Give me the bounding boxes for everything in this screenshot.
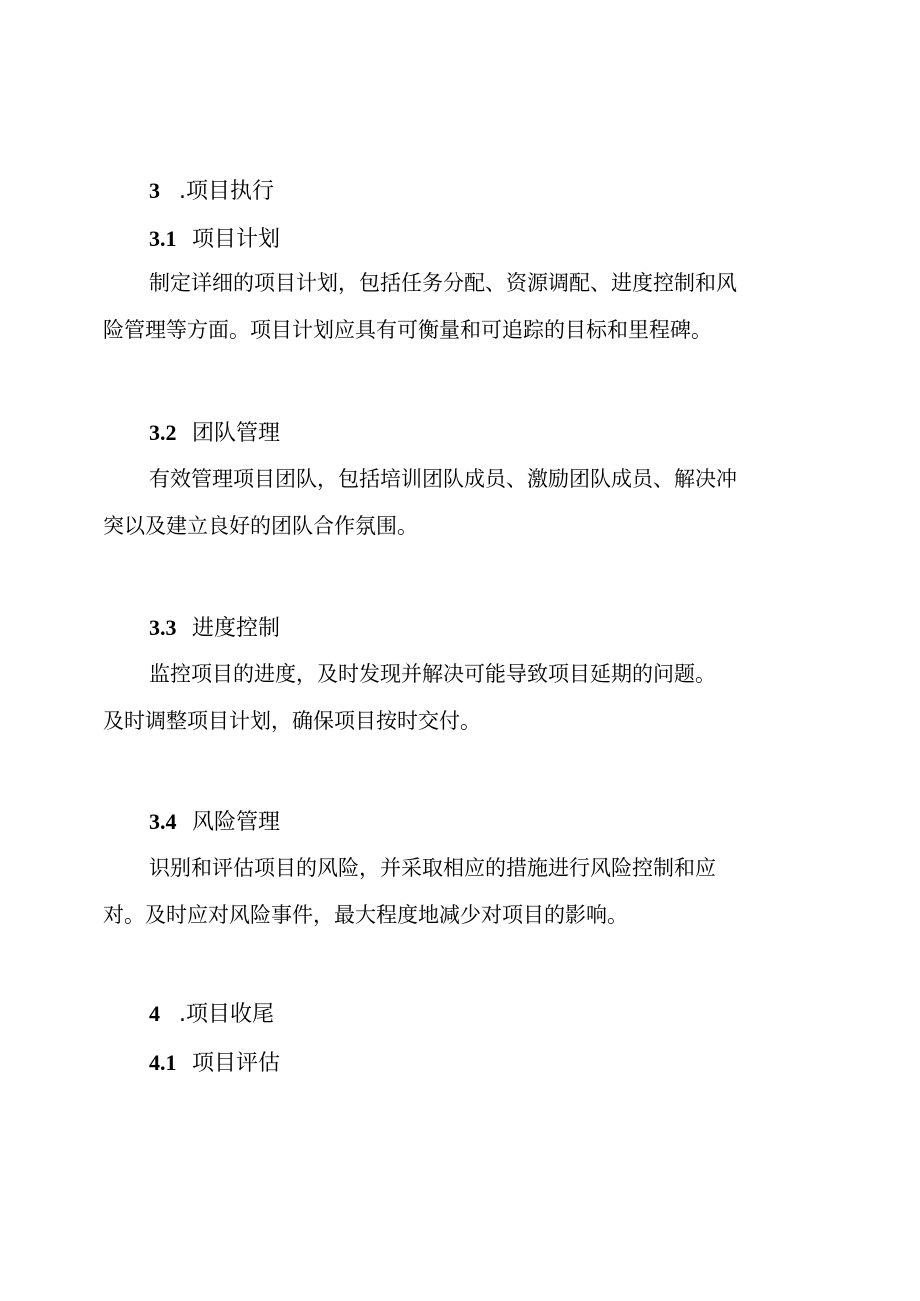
- paragraph-line: 对。及时应对风险事件，最大程度地减少对项目的影响。: [103, 903, 628, 927]
- section-number: 4: [149, 1001, 160, 1026]
- subsection-title: 进度控制: [192, 616, 281, 641]
- subsection-heading-4-1: [149, 1048, 280, 1079]
- paragraph-line: 有效管理项目团队，包括培训团队成员、激励团队成员、解决冲: [149, 467, 737, 491]
- section-number: 3: [149, 178, 160, 203]
- subsection-heading-3-3: [149, 613, 280, 644]
- paragraph-line: 突以及建立良好的团队合作氛围。: [103, 514, 418, 538]
- section-title: .项目执行: [179, 179, 274, 204]
- subsection-title: 项目评估: [192, 1051, 281, 1076]
- paragraph-line: 识别和评估项目的风险，并采取相应的措施进行风险控制和应: [149, 856, 716, 880]
- section-heading-3: [149, 176, 274, 207]
- subsection-title: 风险管理: [192, 810, 281, 835]
- subsection-number: 3.4: [149, 809, 177, 834]
- subsection-number: 4.1: [149, 1050, 177, 1075]
- subsection-title: 项目计划: [192, 227, 281, 252]
- subsection-number: 3.1: [149, 226, 177, 251]
- paragraph-line: 及时调整项目计划，确保项目按时交付。: [103, 709, 481, 733]
- subsection-number: 3.2: [149, 420, 177, 445]
- section-title: .项目收尾: [179, 1002, 274, 1027]
- paragraph-line: 制定详细的项目计划，包括任务分配、资源调配、进度控制和风: [149, 271, 737, 295]
- subsection-heading-3-4: [149, 807, 280, 838]
- paragraph-line: 监控项目的进度，及时发现并解决可能导致项目延期的问题。: [149, 662, 716, 686]
- paragraph-line: 险管理等方面。项目计划应具有可衡量和可追踪的目标和里程碑。: [103, 318, 712, 342]
- subsection-title: 团队管理: [192, 421, 281, 446]
- section-heading-4: [149, 999, 274, 1030]
- subsection-heading-3-2: [149, 418, 280, 449]
- subsection-heading-3-1: [149, 224, 280, 255]
- subsection-number: 3.3: [149, 615, 177, 640]
